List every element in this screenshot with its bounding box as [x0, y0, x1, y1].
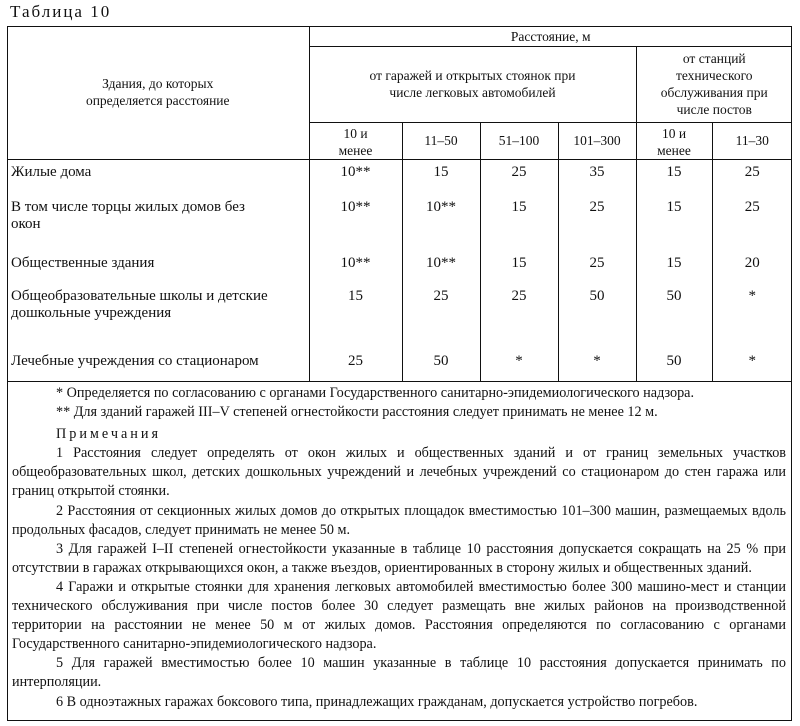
row-label: Жилые дома — [11, 163, 92, 180]
note-paragraph: 6 В одноэтажных гаражах боксового типа, принадлежащих гражданам, допускается устройство погребов. — [56, 693, 698, 710]
col-header: 10 и менее — [636, 122, 712, 159]
cell-value: 50 — [402, 341, 480, 381]
footnote: * Определяется по согласованию с органами Государственного санитарно-эпидемиологического надзора. — [56, 385, 695, 401]
distance-header: Расстояние, м — [309, 26, 792, 46]
cell-value: 15 — [636, 255, 712, 283]
distance-table — [7, 26, 792, 382]
col-header: 51–100 — [480, 122, 558, 159]
note-paragraph: 3 Для гаражей I–II степеней огнестойкости указанные в таблице 10 расстояния допускается сокращать на 25 % при отсутствии в гаражах открывающихся окон, а также въездов, ориентированных в сторону жилых и общественных зданий. — [12, 540, 786, 576]
row-header: Здания, до которых определяется расстояние — [7, 26, 309, 159]
cell-value: 15 — [480, 255, 558, 283]
cell-value: 15 — [480, 195, 558, 255]
cell-value: 15 — [636, 159, 712, 195]
note-paragraph: 4 Гаражи и открытые стоянки для хранения легковых автомобилей вместимостью более 300 машино-мест и станции технического обслуживания при числе постов более 30 следует размещать вне жилых районов на производственной территории на расстоянии не менее 50 м от жилых домов. Расстояния определяются по согласованию с органами Государственного санитарно-эпидемиологического надзора. — [12, 578, 786, 653]
note-paragraph: 2 Расстояния от секционных жилых домов до открытых площадок вместимостью 101–300 машин, размещаемых вдоль продольных фасадов, следует принимать не менее 50 м. — [12, 502, 786, 538]
cell-value: 15 — [636, 195, 712, 255]
col-header: 101–300 — [558, 122, 636, 159]
cell-value: 10** — [402, 255, 480, 283]
col-header: 10 и менее — [309, 122, 402, 159]
cell-value: 50 — [636, 283, 712, 341]
cell-value: 25 — [402, 283, 480, 341]
cell-value: 20 — [712, 255, 792, 283]
cell-value: 10** — [309, 159, 402, 195]
cell-value: 25 — [712, 159, 792, 195]
notes-block — [12, 384, 786, 712]
row-label: Лечебные учреждения со стационаром — [7, 341, 309, 381]
note-paragraph: 5 Для гаражей вместимостью более 10 машин указанные в таблице 10 расстояния допускается принимать по интерполяции. — [12, 655, 786, 691]
col-header: 11–30 — [712, 122, 792, 159]
table-row — [7, 195, 792, 255]
note-paragraph: 1 Расстояния следует определять от окон жилых и общественных зданий и от границ земельных участков общеобразовательных школ, детских дошкольных учреждений и лечебных учреждений со стационаром до стен гаража или границ открытой стоянки. — [12, 445, 786, 500]
table-row — [7, 283, 792, 341]
notes-heading: Примечания — [56, 426, 161, 443]
cell-value: 25 — [712, 195, 792, 255]
cell-value: 10** — [402, 195, 480, 255]
cell-value: 25 — [309, 341, 402, 381]
cell-value: 25 — [558, 195, 636, 255]
table-row — [7, 159, 792, 195]
group-garages-header: от гаражей и открытых стоянок при числе легковых автомобилей — [309, 46, 636, 122]
table-title: Таблица 10 — [10, 2, 112, 21]
table-row — [7, 341, 792, 381]
footnote: ** Для зданий гаражей III–V степеней огнестойкости расстояния следует принимать не менее 12 м. — [56, 404, 658, 421]
cell-value: 10** — [309, 255, 402, 283]
cell-value: 50 — [558, 283, 636, 341]
table-row — [7, 255, 792, 283]
cell-value: 25 — [480, 159, 558, 195]
cell-value: 15 — [309, 283, 402, 341]
cell-value: 50 — [636, 341, 712, 381]
row-label: В том числе торцы жилых домов без окон — [11, 199, 245, 232]
cell-value: * — [480, 341, 558, 381]
cell-value: 10** — [309, 195, 402, 255]
cell-value: * — [558, 341, 636, 381]
cell-value: * — [712, 283, 792, 341]
cell-value: 25 — [558, 255, 636, 283]
row-label: Общеобразовательные школы и детские дошкольные учреждения — [11, 288, 268, 321]
row-label: Общественные здания — [11, 255, 155, 271]
cell-value: 15 — [402, 159, 480, 195]
cell-value: * — [712, 341, 792, 381]
group-service-stations-header: от станций технического обслуживания при числе постов — [636, 46, 792, 122]
col-header: 11–50 — [402, 122, 480, 159]
cell-value: 35 — [558, 159, 636, 195]
cell-value: 25 — [480, 283, 558, 341]
